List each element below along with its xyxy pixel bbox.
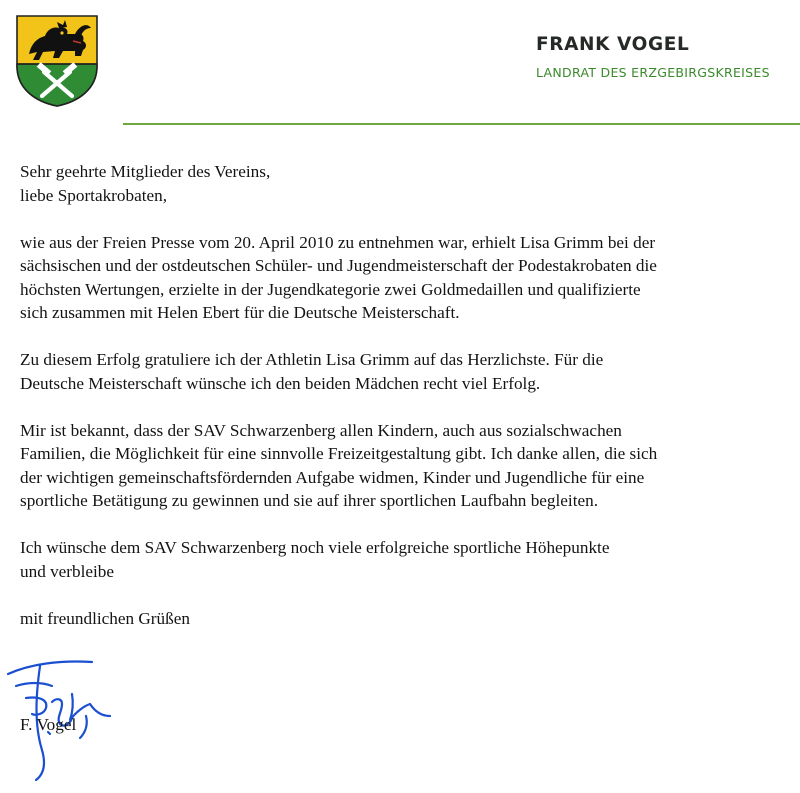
closing-line: mit freundlichen Grüßen: [20, 608, 190, 628]
signed-name: F. Vogel: [20, 715, 77, 734]
paragraph-line: Deutsche Meisterschaft wünsche ich den beiden Mädchen recht viel Erfolg.: [20, 373, 541, 393]
paragraph-line: sächsischen und der ostdeutschen Schüler- und Jugendmeisterschaft der Podestakrobaten die: [20, 256, 657, 275]
paragraph-line: und verbleibe: [20, 561, 115, 581]
paragraph-line: wie aus der Freien Presse vom 20. April 2010 zu entnehmen war, erhielt Lisa Grimm bei der: [20, 232, 656, 252]
paragraph-line: höchsten Wertungen, erzielte in der Jugendkategorie zwei Goldmedaillen und qualifizierte: [20, 279, 641, 299]
sender-name: FRANK VOGEL: [536, 34, 690, 55]
coat-of-arms-icon: [15, 14, 99, 108]
sender-title: LANDRAT DES ERZGEBIRGSKREISES: [536, 65, 770, 80]
paragraph-line: sportliche Betätigung zu gewinnen und sie auf ihrer sportlichen Laufbahn begleiten.: [20, 491, 598, 510]
letter-body: [20, 160, 796, 630]
header-divider: [123, 123, 800, 125]
salutation-line: liebe Sportakrobaten,: [20, 185, 168, 205]
paragraph-line: Mir ist bekannt, dass der SAV Schwarzenberg allen Kindern, auch aus sozialschwachen: [20, 420, 622, 440]
paragraph-line: Familien, die Möglichkeit für eine sinnvolle Freizeitgestaltung gibt. Ich danke allen, die sich: [20, 444, 658, 463]
salutation-line: Sehr geehrte Mitglieder des Vereins,: [20, 162, 271, 181]
paragraph-line: Ich wünsche dem SAV Schwarzenberg noch viele erfolgreiche sportliche Höhepunkte: [20, 538, 610, 557]
paragraph-line: sich zusammen mit Helen Ebert für die Deutsche Meisterschaft.: [20, 303, 460, 322]
paragraph-line: der wichtigen gemeinschaftsfördernden Aufgabe widmen, Kinder und Jugendliche für eine: [20, 467, 645, 487]
paragraph-line: Zu diesem Erfolg gratuliere ich der Athletin Lisa Grimm auf das Herzlichste. Für die: [20, 350, 604, 369]
